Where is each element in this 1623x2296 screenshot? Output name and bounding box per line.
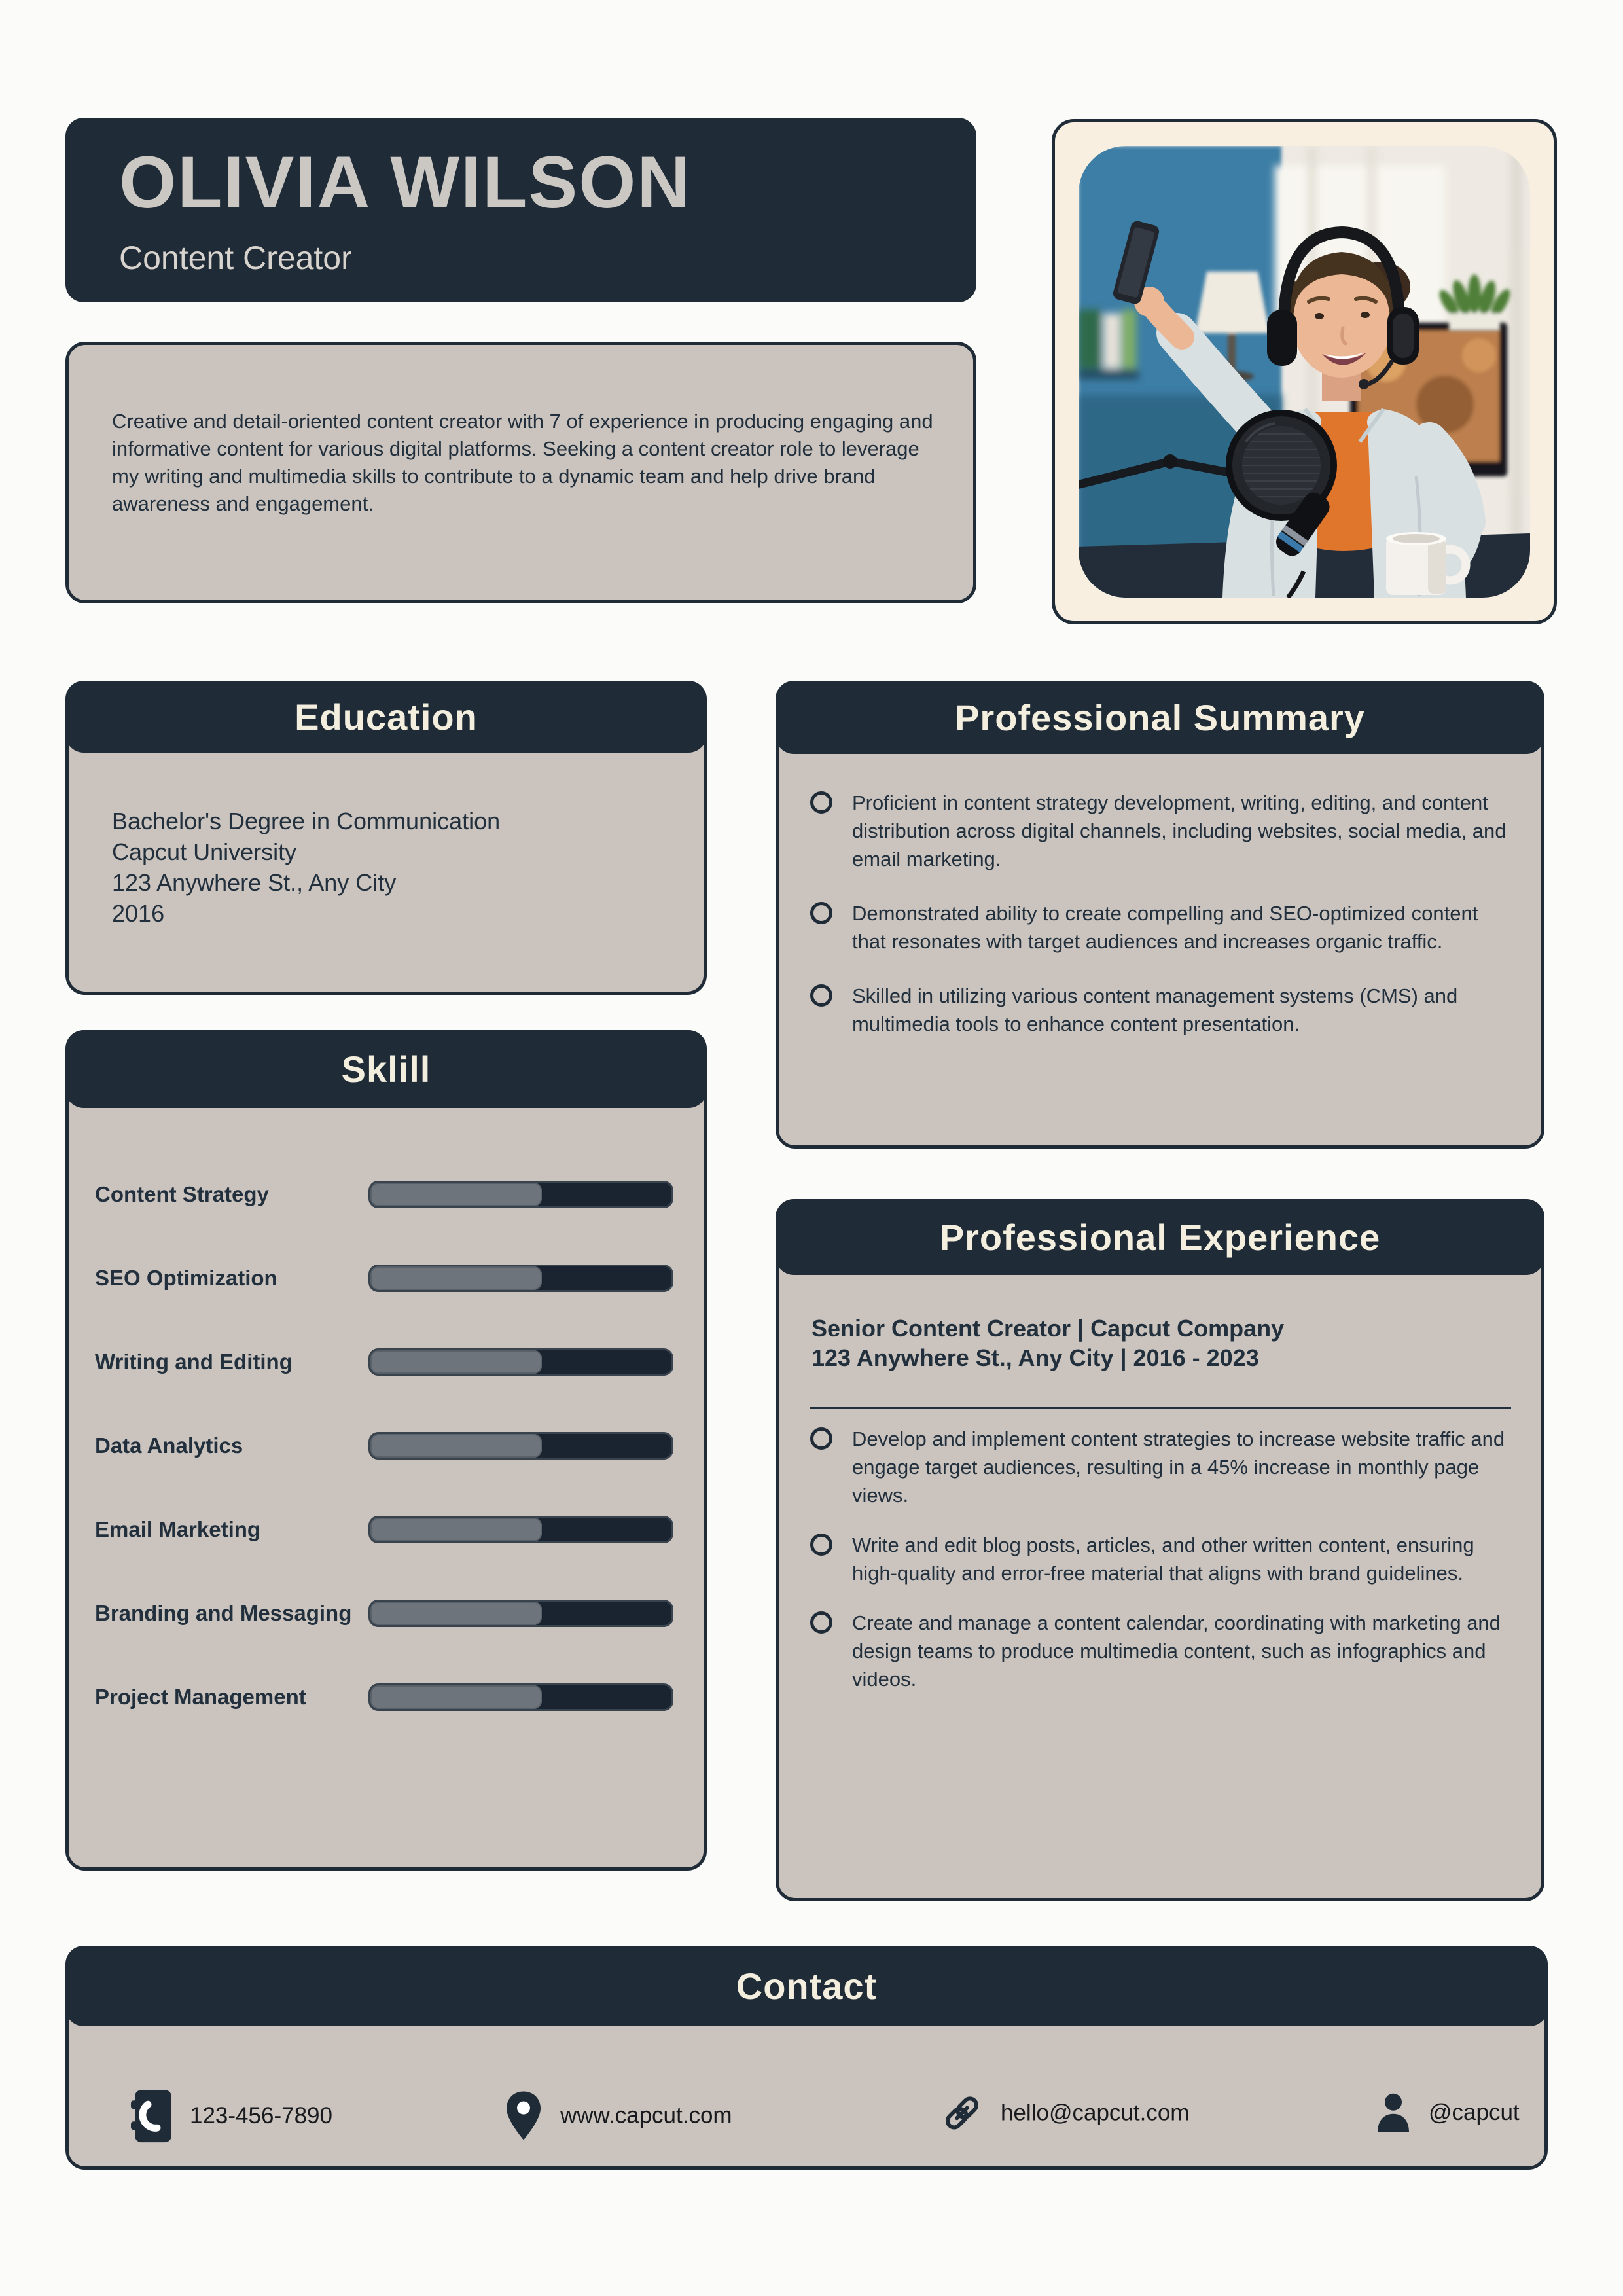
person-name: OLIVIA WILSON: [119, 141, 692, 223]
skill-bar-fill: [370, 1266, 542, 1290]
contact-website: [504, 2090, 732, 2141]
user-icon: [1375, 2091, 1412, 2133]
bullet-text: Proficient in content strategy development, writing, editing, and content distribution across digital channels, including websites, social media, and email marketing.: [852, 791, 1507, 870]
bullet-item: [810, 1609, 1515, 1693]
contact-phone-text: 123-456-7890: [190, 2102, 332, 2128]
name-header-block: [65, 118, 976, 302]
skill-bar: [368, 1600, 673, 1627]
experience-meta-line: 123 Anywhere St., Any City | 2016 - 2023: [812, 1344, 1259, 1371]
skill-label: Writing and Editing: [95, 1350, 293, 1374]
contact-phone: [131, 2090, 332, 2142]
skills-title: Sklill: [341, 1049, 431, 1090]
skill-bar-fill: [370, 1685, 542, 1709]
contact-social-text: @capcut: [1429, 2099, 1520, 2125]
experience-role-heading: [812, 1314, 1284, 1372]
bullet-circle-icon: [810, 1611, 832, 1634]
phone-icon: [131, 2090, 173, 2142]
skill-row: [69, 1320, 704, 1404]
contact-email-text: hello@capcut.com: [1001, 2099, 1190, 2125]
bullet-text: Develop and implement content strategies to increase website traffic and engage target audiences, resulting in a 45% increase in monthly page views.: [852, 1427, 1505, 1507]
skill-label: Data Analytics: [95, 1433, 243, 1458]
contact-email: [940, 2091, 1189, 2134]
skill-row: [69, 1571, 704, 1655]
bullet-text: Write and edit blog posts, articles, and other written content, ensuring high-quality and error-free material that aligns with brand guidelines.: [852, 1534, 1474, 1585]
bullet-circle-icon: [810, 902, 832, 924]
education-address: 123 Anywhere St., Any City: [112, 869, 397, 896]
contact-section: [65, 1946, 1548, 2170]
skill-row: [69, 1655, 704, 1739]
skill-label: Email Marketing: [95, 1517, 261, 1541]
skills-header: [65, 1030, 707, 1108]
professional-summary-title: Professional Summary: [955, 696, 1365, 738]
education-title: Education: [294, 696, 478, 738]
bullet-circle-icon: [810, 1427, 832, 1450]
skills-list: [69, 1153, 704, 1739]
professional-experience-header: [776, 1199, 1544, 1275]
bullet-item: [810, 1531, 1515, 1587]
bullet-item: [810, 899, 1515, 956]
skill-label: SEO Optimization: [95, 1266, 277, 1290]
bullet-text: Create and manage a content calendar, coordinating with marketing and design teams to produce multimedia content, such as infographics and videos.: [852, 1611, 1501, 1691]
link-icon: [940, 2091, 984, 2134]
skill-row: [69, 1404, 704, 1488]
skill-label: Content Strategy: [95, 1182, 269, 1206]
skill-bar-fill: [370, 1183, 542, 1206]
experience-role-line: Senior Content Creator | Capcut Company: [812, 1315, 1285, 1342]
skill-row: [69, 1488, 704, 1571]
contact-title: Contact: [736, 1965, 878, 2007]
professional-experience-title: Professional Experience: [939, 1216, 1381, 1258]
skill-bar-fill: [370, 1602, 542, 1625]
professional-summary-bullets: [810, 789, 1515, 1064]
bullet-item: [810, 982, 1515, 1038]
profile-photo-frame: [1052, 119, 1557, 624]
skill-bar: [368, 1265, 673, 1292]
contact-website-text: www.capcut.com: [560, 2102, 732, 2128]
education-header: [65, 681, 707, 753]
professional-summary-section: [776, 681, 1544, 1149]
location-icon: [504, 2090, 543, 2141]
skill-row: [69, 1236, 704, 1320]
skill-row: [69, 1153, 704, 1236]
education-details: [112, 806, 500, 929]
about-summary-text: Creative and detail-oriented content creator with 7 of experience in producing engaging and informative content for various digital platforms. Seeking a content creator role to leverage my writing and multimedia skills to contribute to a dynamic team and help drive brand awareness and engagement.: [112, 410, 933, 515]
professional-summary-header: [776, 681, 1544, 754]
bullet-item: [810, 1425, 1515, 1509]
contact-items: [69, 2030, 1544, 2166]
experience-bullets: [810, 1425, 1515, 1715]
skill-label: Project Management: [95, 1685, 306, 1709]
education-section: [65, 681, 707, 995]
bullet-circle-icon: [810, 984, 832, 1007]
skill-bar: [368, 1683, 673, 1711]
bullet-text: Demonstrated ability to create compelling and SEO-optimized content that resonates with target audiences and increases organic traffic.: [852, 902, 1478, 953]
skills-section: [65, 1030, 707, 1871]
contact-header: [65, 1946, 1548, 2026]
education-school: Capcut University: [112, 838, 297, 865]
bullet-text: Skilled in utilizing various content management systems (CMS) and multimedia tools to enhance content presentation.: [852, 984, 1458, 1035]
skill-bar-fill: [370, 1434, 542, 1458]
skill-bar-fill: [370, 1518, 542, 1541]
skill-label: Branding and Messaging: [95, 1601, 352, 1625]
bullet-circle-icon: [810, 1534, 832, 1556]
bullet-circle-icon: [810, 791, 832, 814]
experience-divider: [810, 1407, 1511, 1409]
bullet-item: [810, 789, 1515, 873]
professional-experience-section: [776, 1199, 1544, 1901]
skill-bar: [368, 1432, 673, 1460]
person-role: Content Creator: [119, 240, 352, 276]
contact-social: [1375, 2091, 1520, 2133]
profile-photo: [1079, 146, 1530, 598]
skill-bar-fill: [370, 1350, 542, 1374]
about-summary-box: [65, 342, 976, 603]
skill-bar: [368, 1348, 673, 1376]
education-degree: Bachelor's Degree in Communication: [112, 808, 501, 834]
skill-bar: [368, 1181, 673, 1208]
education-year: 2016: [112, 900, 165, 927]
skill-bar: [368, 1516, 673, 1543]
